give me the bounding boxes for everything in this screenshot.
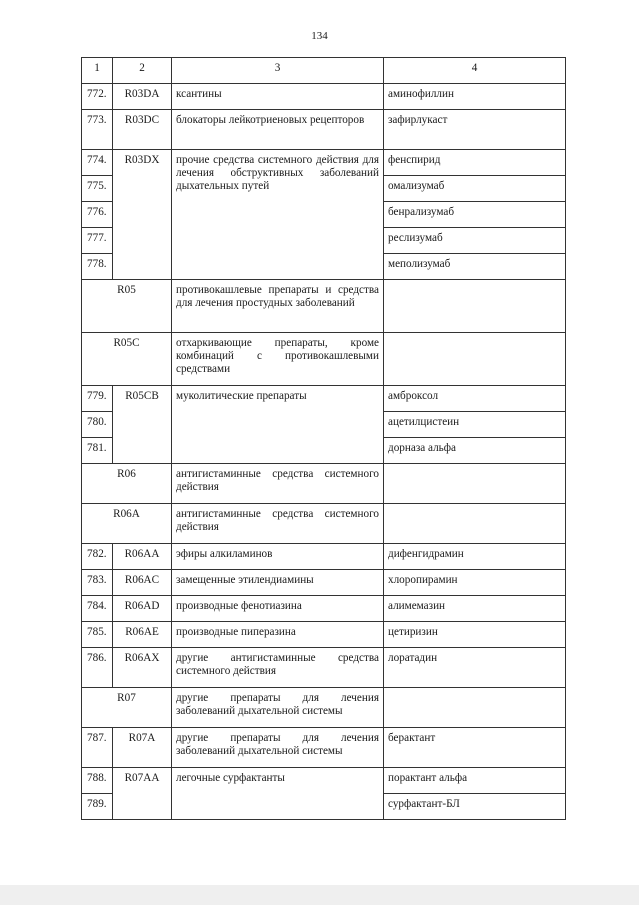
drug-classification-table bbox=[81, 57, 566, 820]
description-cell: легочные сурфактанты bbox=[172, 768, 384, 820]
row-number-cell: 777. bbox=[82, 228, 113, 254]
drug-name-cell: дорназа альфа bbox=[384, 438, 566, 464]
atc-code-cell: R03DX bbox=[113, 150, 172, 280]
drug-name-cell: лоратадин bbox=[384, 648, 566, 688]
description-cell: другие препараты для лечения заболеваний дыхательной системы bbox=[172, 688, 384, 728]
description-cell: противокашлевые препараты и средства для лечения простудных заболеваний bbox=[172, 280, 384, 333]
header-cell: 3 bbox=[172, 58, 384, 84]
atc-code-cell: R05 bbox=[82, 280, 172, 333]
description-cell: другие препараты для лечения заболеваний дыхательной системы bbox=[172, 728, 384, 768]
drug-name-cell: ацетилцистеин bbox=[384, 412, 566, 438]
table-row bbox=[82, 84, 566, 110]
row-number-cell: 772. bbox=[82, 84, 113, 110]
drug-name-cell bbox=[384, 504, 566, 544]
description-cell: эфиры алкиламинов bbox=[172, 544, 384, 570]
atc-code-cell: R06AX bbox=[113, 648, 172, 688]
drug-name-cell: порактант альфа bbox=[384, 768, 566, 794]
table-row bbox=[82, 280, 566, 333]
row-number-cell: 774. bbox=[82, 150, 113, 176]
row-number-cell: 776. bbox=[82, 202, 113, 228]
drug-name-cell bbox=[384, 333, 566, 386]
row-number-cell: 789. bbox=[82, 794, 113, 820]
table-row bbox=[82, 570, 566, 596]
drug-name-cell: алимемазин bbox=[384, 596, 566, 622]
drug-name-cell: дифенгидрамин bbox=[384, 544, 566, 570]
header-cell: 1 bbox=[82, 58, 113, 84]
drug-name-cell: хлоропирамин bbox=[384, 570, 566, 596]
row-number-cell: 779. bbox=[82, 386, 113, 412]
description-cell: прочие средства системного действия для лечения обструктивных заболеваний дыхательных путей bbox=[172, 150, 384, 280]
table-row bbox=[82, 596, 566, 622]
row-number-cell: 775. bbox=[82, 176, 113, 202]
atc-code-cell: R07 bbox=[82, 688, 172, 728]
drug-name-cell bbox=[384, 280, 566, 333]
row-number-cell: 788. bbox=[82, 768, 113, 794]
atc-code-cell: R07A bbox=[113, 728, 172, 768]
description-cell: блокаторы лейкотриеновых рецепторов bbox=[172, 110, 384, 150]
table-row bbox=[82, 504, 566, 544]
row-number-cell: 785. bbox=[82, 622, 113, 648]
row-number-cell: 783. bbox=[82, 570, 113, 596]
description-cell: антигистаминные средства системного действия bbox=[172, 464, 384, 504]
atc-code-cell: R06 bbox=[82, 464, 172, 504]
atc-code-cell: R03DC bbox=[113, 110, 172, 150]
atc-code-cell: R06AE bbox=[113, 622, 172, 648]
drug-name-cell bbox=[384, 688, 566, 728]
row-number-cell: 781. bbox=[82, 438, 113, 464]
drug-name-cell: сурфактант-БЛ bbox=[384, 794, 566, 820]
header-cell: 2 bbox=[113, 58, 172, 84]
atc-code-cell: R03DA bbox=[113, 84, 172, 110]
description-cell: производные пиперазина bbox=[172, 622, 384, 648]
table-row bbox=[82, 622, 566, 648]
table-row bbox=[82, 150, 566, 176]
row-number-cell: 784. bbox=[82, 596, 113, 622]
drug-name-cell: бенрализумаб bbox=[384, 202, 566, 228]
drug-name-cell: берактант bbox=[384, 728, 566, 768]
description-cell: антигистаминные средства системного действия bbox=[172, 504, 384, 544]
drug-name-cell: меполизумаб bbox=[384, 254, 566, 280]
drug-name-cell: цетиризин bbox=[384, 622, 566, 648]
table-row bbox=[82, 688, 566, 728]
table-header-row bbox=[82, 58, 566, 84]
page-footer-band bbox=[0, 885, 639, 905]
page-number: 134 bbox=[311, 30, 328, 42]
row-number-cell: 773. bbox=[82, 110, 113, 150]
description-cell: муколитические препараты bbox=[172, 386, 384, 464]
drug-name-cell: зафирлукаст bbox=[384, 110, 566, 150]
header-cell: 4 bbox=[384, 58, 566, 84]
table-row bbox=[82, 648, 566, 688]
row-number-cell: 780. bbox=[82, 412, 113, 438]
atc-code-cell: R05C bbox=[82, 333, 172, 386]
table-row bbox=[82, 544, 566, 570]
table-row bbox=[82, 333, 566, 386]
description-cell: отхаркивающие препараты, кроме комбинаций с противокашлевыми средствами bbox=[172, 333, 384, 386]
atc-code-cell: R06AC bbox=[113, 570, 172, 596]
description-cell: другие антигистаминные средства системного действия bbox=[172, 648, 384, 688]
table-row bbox=[82, 386, 566, 412]
atc-code-cell: R06AD bbox=[113, 596, 172, 622]
row-number-cell: 786. bbox=[82, 648, 113, 688]
table-row bbox=[82, 768, 566, 794]
row-number-cell: 782. bbox=[82, 544, 113, 570]
drug-name-cell: амброксол bbox=[384, 386, 566, 412]
table-row bbox=[82, 110, 566, 150]
description-cell: замещенные этилендиамины bbox=[172, 570, 384, 596]
atc-code-cell: R05CB bbox=[113, 386, 172, 464]
drug-name-cell: аминофиллин bbox=[384, 84, 566, 110]
atc-code-cell: R06AA bbox=[113, 544, 172, 570]
atc-code-cell: R06A bbox=[82, 504, 172, 544]
row-number-cell: 787. bbox=[82, 728, 113, 768]
atc-code-cell: R07AA bbox=[113, 768, 172, 820]
drug-name-cell bbox=[384, 464, 566, 504]
drug-name-cell: реслизумаб bbox=[384, 228, 566, 254]
description-cell: производные фенотиазина bbox=[172, 596, 384, 622]
table-row bbox=[82, 464, 566, 504]
drug-name-cell: фенспирид bbox=[384, 150, 566, 176]
row-number-cell: 778. bbox=[82, 254, 113, 280]
table-row bbox=[82, 728, 566, 768]
drug-name-cell: омализумаб bbox=[384, 176, 566, 202]
description-cell: ксантины bbox=[172, 84, 384, 110]
